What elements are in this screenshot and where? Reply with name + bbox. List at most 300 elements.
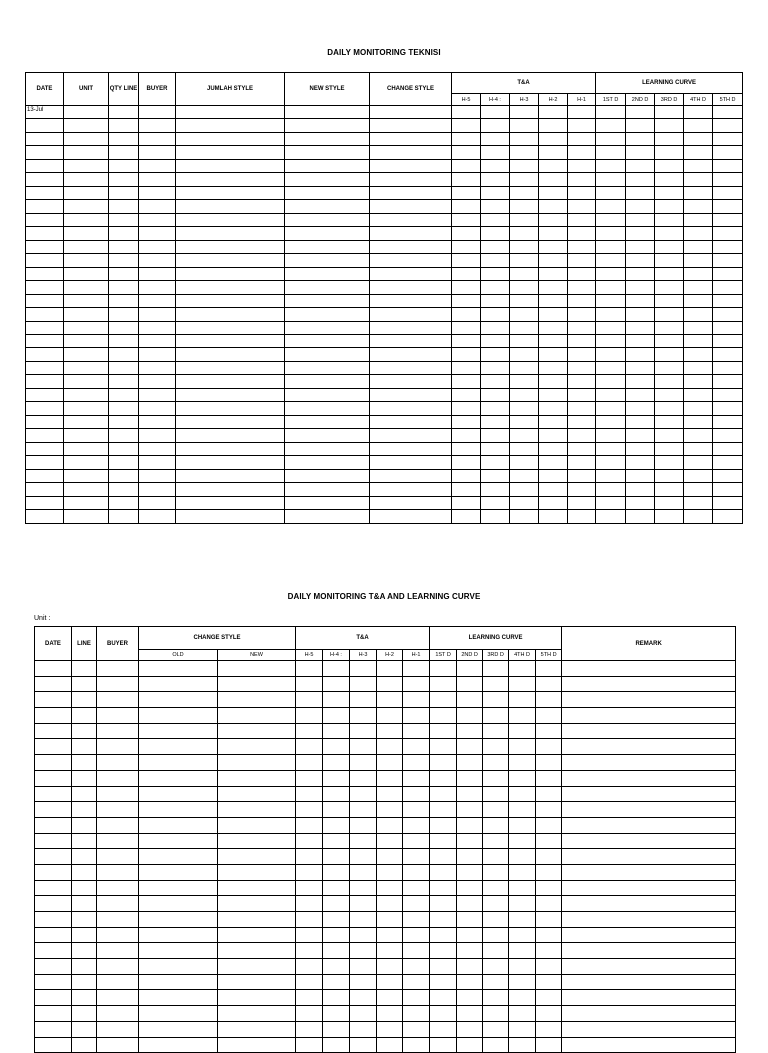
table-cell — [596, 348, 626, 361]
table-cell — [713, 173, 743, 186]
table-cell — [713, 146, 743, 159]
table-cell — [509, 974, 536, 990]
table-cell — [481, 510, 510, 523]
table-cell — [457, 739, 483, 755]
table-cell — [483, 802, 509, 818]
table-cell — [97, 786, 139, 802]
table-cell — [539, 496, 568, 509]
table-cell — [218, 817, 296, 833]
table-cell — [323, 770, 350, 786]
table-cell — [596, 321, 626, 334]
table-cell — [370, 456, 452, 469]
table-cell — [481, 483, 510, 496]
table-cell — [377, 1037, 403, 1053]
table-cell — [568, 173, 596, 186]
table-cell — [562, 755, 736, 771]
table-cell — [285, 213, 370, 226]
table-cell — [285, 146, 370, 159]
table-cell — [176, 119, 285, 132]
table-cell — [35, 692, 72, 708]
table-row — [35, 708, 736, 724]
table-cell — [64, 442, 109, 455]
table-cell — [285, 240, 370, 253]
table-cell — [377, 755, 403, 771]
table-cell — [539, 186, 568, 199]
table-cell — [481, 281, 510, 294]
table-cell — [285, 456, 370, 469]
table-cell — [457, 849, 483, 865]
col-header-line: LINE — [72, 627, 97, 661]
table-cell — [713, 415, 743, 428]
table-row — [35, 849, 736, 865]
table-cell — [655, 119, 684, 132]
table-cell — [370, 429, 452, 442]
table-cell — [457, 896, 483, 912]
table-cell — [350, 943, 377, 959]
table-cell — [684, 106, 713, 119]
table-cell — [350, 1006, 377, 1022]
table-cell — [562, 723, 736, 739]
table-cell — [684, 281, 713, 294]
table-cell — [596, 483, 626, 496]
table-cell — [626, 254, 655, 267]
table-cell — [109, 348, 139, 361]
table-cell — [713, 159, 743, 172]
table-cell — [713, 361, 743, 374]
table-cell — [481, 456, 510, 469]
table-cell — [655, 510, 684, 523]
table-cell — [377, 974, 403, 990]
table-cell — [626, 334, 655, 347]
date-cell: 13-Jul — [26, 106, 64, 119]
table-cell — [596, 415, 626, 428]
table-cell — [64, 388, 109, 401]
table-cell — [296, 912, 323, 928]
table-cell — [596, 510, 626, 523]
col-header-tna-sub: H-2 — [377, 650, 403, 661]
col-header-unit: UNIT — [64, 73, 109, 106]
table-cell — [370, 254, 452, 267]
table-cell — [510, 132, 539, 145]
table-cell — [655, 186, 684, 199]
table-cell — [568, 361, 596, 374]
table-cell — [218, 786, 296, 802]
table-cell — [377, 927, 403, 943]
table-cell — [568, 200, 596, 213]
table-cell — [452, 321, 481, 334]
table-cell — [176, 402, 285, 415]
table-cell — [139, 676, 218, 692]
table-cell — [109, 321, 139, 334]
table-cell — [377, 833, 403, 849]
col-header-tna-sub: H-1 — [568, 94, 596, 106]
table-cell — [26, 334, 64, 347]
table-cell — [684, 132, 713, 145]
table-cell — [218, 692, 296, 708]
table-cell — [323, 755, 350, 771]
table-cell — [109, 186, 139, 199]
table-cell — [481, 227, 510, 240]
table-cell — [562, 802, 736, 818]
table-cell — [655, 132, 684, 145]
table-cell — [370, 186, 452, 199]
table-cell — [568, 281, 596, 294]
table-cell — [176, 361, 285, 374]
table-cell — [403, 723, 430, 739]
table-cell — [536, 943, 562, 959]
table-cell — [35, 896, 72, 912]
table-cell — [109, 334, 139, 347]
table-cell — [684, 254, 713, 267]
table-cell — [26, 429, 64, 442]
table-cell — [403, 786, 430, 802]
table-cell — [655, 442, 684, 455]
table-cell — [64, 308, 109, 321]
table-cell — [684, 483, 713, 496]
table-cell — [218, 959, 296, 975]
table-cell — [568, 119, 596, 132]
table-cell — [296, 849, 323, 865]
table-cell — [596, 200, 626, 213]
daily-monitoring-teknisi-table — [25, 72, 743, 524]
table-cell — [713, 281, 743, 294]
col-header-lc-sub: 5TH D — [536, 650, 562, 661]
col-header-tna-sub: H-5 — [296, 650, 323, 661]
table-cell — [323, 880, 350, 896]
table-cell — [713, 402, 743, 415]
table-cell — [539, 281, 568, 294]
table-cell — [97, 990, 139, 1006]
table-cell — [536, 974, 562, 990]
table-cell — [596, 159, 626, 172]
table-cell — [655, 348, 684, 361]
table-cell — [562, 786, 736, 802]
table-cell — [626, 106, 655, 119]
table-cell — [64, 227, 109, 240]
table-cell — [430, 692, 457, 708]
table-row — [35, 755, 736, 771]
table-cell — [568, 186, 596, 199]
table-cell — [218, 880, 296, 896]
table-cell — [176, 321, 285, 334]
table-cell — [97, 817, 139, 833]
table-cell — [596, 429, 626, 442]
table-cell — [323, 739, 350, 755]
table-cell — [72, 723, 97, 739]
table-cell — [510, 267, 539, 280]
table-cell — [562, 959, 736, 975]
table-cell — [452, 159, 481, 172]
table-cell — [539, 442, 568, 455]
table-cell — [457, 927, 483, 943]
table-cell — [403, 676, 430, 692]
table-cell — [109, 267, 139, 280]
table-cell — [713, 213, 743, 226]
table-cell — [483, 817, 509, 833]
table-cell — [97, 912, 139, 928]
table-cell — [452, 254, 481, 267]
table-cell — [539, 200, 568, 213]
table-cell — [713, 132, 743, 145]
table-cell — [452, 429, 481, 442]
table-cell — [509, 1006, 536, 1022]
table-cell — [684, 200, 713, 213]
col-header-tna-sub: H-2 — [539, 94, 568, 106]
table-cell — [539, 321, 568, 334]
table-cell — [323, 817, 350, 833]
table-cell — [72, 802, 97, 818]
table-row — [26, 334, 743, 347]
table-cell — [562, 661, 736, 677]
table-cell — [296, 708, 323, 724]
table-cell — [64, 294, 109, 307]
table-cell — [626, 119, 655, 132]
table-cell — [568, 132, 596, 145]
col-header-lc-sub: 2ND D — [626, 94, 655, 106]
table-cell — [64, 119, 109, 132]
table-cell — [35, 912, 72, 928]
table-cell — [509, 786, 536, 802]
table-cell — [655, 294, 684, 307]
table-cell — [562, 817, 736, 833]
table-cell — [109, 254, 139, 267]
table-cell — [139, 106, 176, 119]
col-header-lc-sub: 3RD D — [655, 94, 684, 106]
table-cell — [684, 159, 713, 172]
table-cell — [285, 496, 370, 509]
table-cell — [509, 676, 536, 692]
table-cell — [713, 200, 743, 213]
table-cell — [562, 943, 736, 959]
table-cell — [176, 227, 285, 240]
table-cell — [26, 402, 64, 415]
table-cell — [452, 213, 481, 226]
table-cell — [483, 723, 509, 739]
table-cell — [509, 755, 536, 771]
table-cell — [655, 159, 684, 172]
table-row — [26, 200, 743, 213]
table-cell — [64, 159, 109, 172]
table-cell — [370, 294, 452, 307]
table-cell — [296, 770, 323, 786]
table-cell — [713, 267, 743, 280]
table-cell — [457, 990, 483, 1006]
table-cell — [323, 1037, 350, 1053]
table-cell — [510, 227, 539, 240]
table-cell — [26, 240, 64, 253]
table-cell — [370, 267, 452, 280]
table-cell — [26, 388, 64, 401]
table-cell — [713, 510, 743, 523]
table-cell — [655, 496, 684, 509]
table-cell — [457, 723, 483, 739]
table-cell — [72, 708, 97, 724]
table-cell — [536, 880, 562, 896]
table-cell — [655, 200, 684, 213]
table-cell — [377, 676, 403, 692]
table-cell — [483, 676, 509, 692]
table-cell — [509, 708, 536, 724]
table-cell — [285, 442, 370, 455]
table-cell — [139, 173, 176, 186]
table-cell — [109, 442, 139, 455]
table-cell — [350, 849, 377, 865]
table-cell — [323, 708, 350, 724]
table-cell — [457, 833, 483, 849]
table-cell — [72, 974, 97, 990]
table-cell — [457, 1006, 483, 1022]
table-cell — [377, 912, 403, 928]
table-row — [35, 1037, 736, 1053]
table-cell — [296, 943, 323, 959]
table-cell — [596, 375, 626, 388]
table-cell — [370, 402, 452, 415]
table-cell — [109, 159, 139, 172]
table-cell — [176, 429, 285, 442]
table-cell — [655, 106, 684, 119]
table-cell — [457, 864, 483, 880]
table-cell — [684, 375, 713, 388]
col-header-old: OLD — [139, 650, 218, 661]
table-cell — [35, 708, 72, 724]
table-cell — [377, 959, 403, 975]
table-cell — [430, 786, 457, 802]
table-cell — [457, 959, 483, 975]
table-cell — [626, 456, 655, 469]
table-cell — [97, 880, 139, 896]
table-cell — [109, 361, 139, 374]
table-cell — [509, 723, 536, 739]
table-cell — [626, 402, 655, 415]
table-cell — [626, 227, 655, 240]
table-cell — [655, 361, 684, 374]
table-cell — [350, 974, 377, 990]
col-header-tna-sub: H-3 — [350, 650, 377, 661]
table-cell — [536, 739, 562, 755]
table-cell — [64, 254, 109, 267]
table-cell — [323, 896, 350, 912]
table-cell — [596, 496, 626, 509]
table-cell — [139, 469, 176, 482]
table-cell — [176, 510, 285, 523]
table-cell — [481, 334, 510, 347]
table-cell — [481, 375, 510, 388]
table-cell — [109, 173, 139, 186]
table-cell — [370, 510, 452, 523]
table-cell — [109, 106, 139, 119]
table-row — [35, 974, 736, 990]
table-cell — [568, 240, 596, 253]
table-cell — [626, 294, 655, 307]
table-cell — [539, 388, 568, 401]
table-cell — [26, 173, 64, 186]
table-cell — [481, 429, 510, 442]
table-cell — [684, 429, 713, 442]
table-cell — [370, 496, 452, 509]
table-cell — [26, 321, 64, 334]
table-cell — [626, 361, 655, 374]
table-cell — [655, 388, 684, 401]
table-cell — [483, 880, 509, 896]
table-cell — [713, 294, 743, 307]
table-cell — [296, 1037, 323, 1053]
table-cell — [139, 294, 176, 307]
table-cell — [626, 173, 655, 186]
table-cell — [139, 159, 176, 172]
table-cell — [97, 864, 139, 880]
table-cell — [626, 429, 655, 442]
table-cell — [536, 661, 562, 677]
table-cell — [536, 786, 562, 802]
table-cell — [539, 308, 568, 321]
table-cell — [562, 770, 736, 786]
table-cell — [568, 402, 596, 415]
table-cell — [139, 146, 176, 159]
table-cell — [457, 692, 483, 708]
table-cell — [596, 388, 626, 401]
table-row — [35, 959, 736, 975]
table-cell — [481, 106, 510, 119]
table-cell — [452, 483, 481, 496]
table-cell — [176, 254, 285, 267]
table-cell — [626, 375, 655, 388]
table-cell — [626, 321, 655, 334]
table-cell — [655, 213, 684, 226]
table-cell — [139, 496, 176, 509]
table-cell — [655, 308, 684, 321]
table-cell — [323, 990, 350, 1006]
table-cell — [26, 132, 64, 145]
table-cell — [452, 119, 481, 132]
table-cell — [72, 864, 97, 880]
table-cell — [457, 755, 483, 771]
table-row — [35, 739, 736, 755]
table-cell — [483, 912, 509, 928]
table-cell — [684, 348, 713, 361]
col-header-jumlah-style: JUMLAH STYLE — [176, 73, 285, 106]
table-cell — [139, 692, 218, 708]
table-cell — [509, 896, 536, 912]
table-cell — [509, 912, 536, 928]
col-header-buyer: BUYER — [97, 627, 139, 661]
table-cell — [218, 661, 296, 677]
table-cell — [568, 227, 596, 240]
table-cell — [350, 802, 377, 818]
table-row — [35, 912, 736, 928]
table-cell — [139, 132, 176, 145]
table-cell — [370, 227, 452, 240]
table-cell — [139, 1006, 218, 1022]
table-cell — [539, 119, 568, 132]
table-row — [26, 106, 743, 119]
table-cell — [655, 227, 684, 240]
table-cell — [481, 240, 510, 253]
table-cell — [97, 676, 139, 692]
table-row — [26, 159, 743, 172]
table-cell — [176, 159, 285, 172]
col-header-date: DATE — [26, 73, 64, 106]
table-cell — [430, 1037, 457, 1053]
table-cell — [562, 896, 736, 912]
table-cell — [370, 308, 452, 321]
table-cell — [510, 510, 539, 523]
table-cell — [539, 213, 568, 226]
table-cell — [684, 240, 713, 253]
table-cell — [139, 661, 218, 677]
table-cell — [430, 1006, 457, 1022]
table-cell — [176, 281, 285, 294]
table-cell — [655, 254, 684, 267]
